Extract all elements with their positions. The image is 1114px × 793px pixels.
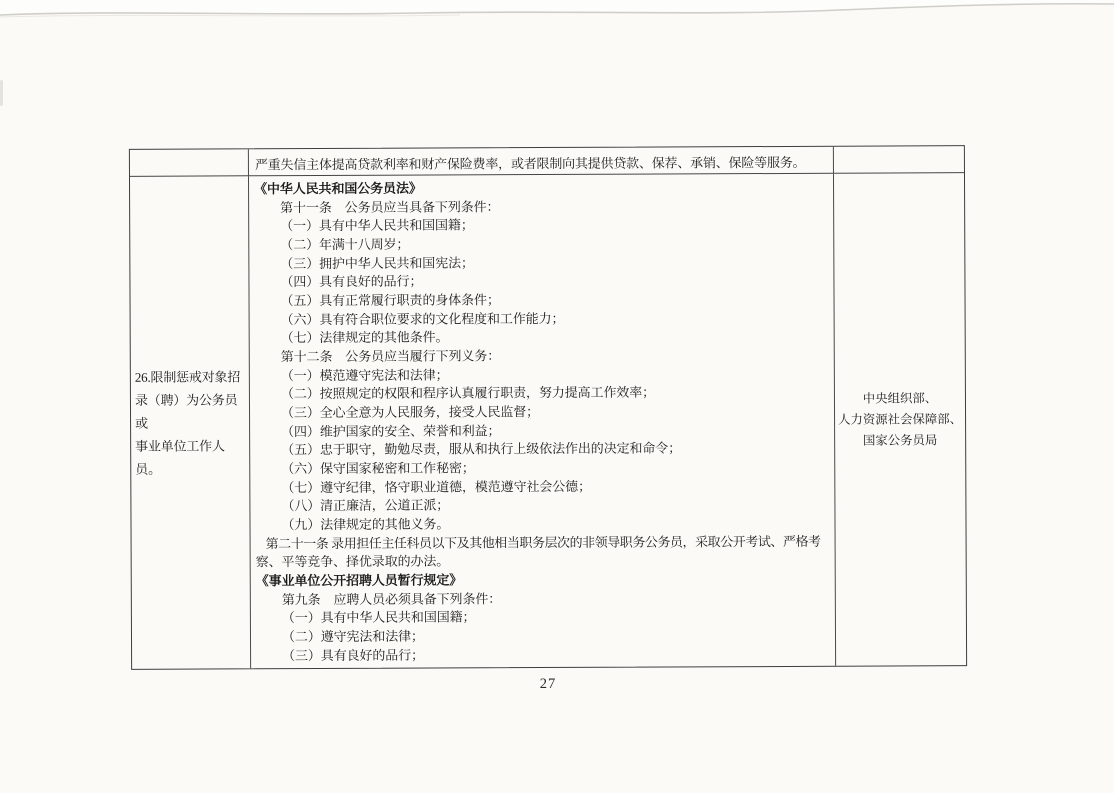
legal-text-line: （二）年满十八周岁； (280, 236, 410, 253)
carryover-legal-basis-text: 严重失信主体提高贷款利率和财产保险费率，或者限制向其提供贷款、保荐、承销、保险等服务。 (254, 154, 806, 173)
legal-text-line: 《中华人民共和国公务员法》 (254, 180, 422, 197)
legal-text-line: （七）遵守纪律，恪守职业道德，模范遵守社会公德； (281, 478, 591, 495)
legal-text-line: （三）拥护中华人民共和国宪法； (280, 255, 474, 271)
legal-text-line: （三）具有良好的品行； (282, 647, 425, 663)
carryover-legal-basis-cell (249, 147, 834, 177)
legal-text-line: （四）维护国家的安全、荣誉和利益； (281, 422, 501, 439)
legal-text-line: （二）遵守宪法和法律； (281, 628, 424, 645)
legal-text-line: 第二十一条 录用担任主任科员以下及其他相当职务层次的非领导职务公务员，采取公开考试、严格考 (265, 533, 821, 551)
measure-cell (130, 176, 251, 669)
legal-text-line: （五）具有正常履行职责的身体条件； (280, 292, 500, 309)
legal-text-line: 第九条 应聘人员必须具备下列条件： (281, 590, 502, 607)
legal-text-line: 第十一条 公务员应当具备下列条件： (280, 198, 500, 215)
legal-text-line: （一）模范遵守宪法和法律； (280, 367, 449, 383)
measure-text: 26.限制惩戒对象招 录（聘）为公务员或 事业单位工作人员。 (134, 368, 241, 477)
legal-text-line: （六）具有符合职位要求的文化程度和工作能力； (280, 310, 565, 327)
legal-text-line: （三）全心全意为人民服务，接受人民监督； (280, 404, 540, 421)
legal-text-line: （一）具有中华人民共和国国籍； (281, 609, 476, 626)
legal-text-line: （一）具有中华人民共和国国籍； (280, 217, 474, 234)
legal-text-line: （九）法律规定的其他义务。 (281, 516, 450, 533)
legal-text-line: （七）法律规定的其他条件。 (280, 329, 449, 346)
legal-text-line: 《事业单位公开招聘人员暂行规定》 (255, 572, 463, 589)
authority-text: 中央组织部、 人力资源社会保障部、 国家公务员局 (838, 390, 963, 448)
carryover-measure-cell-empty (130, 149, 249, 177)
legal-text-line: 察、平等竞争、择优录取的办法。 (255, 553, 450, 570)
legal-text-line: 第十二条 公务员应当履行下列义务： (280, 348, 501, 365)
legal-text-line: （四）具有良好的品行； (280, 273, 423, 290)
legal-text-line: （五）忠于职守，勤勉尽责，服从和执行上级依法作出的决定和命令； (281, 440, 682, 458)
legal-basis-text (254, 178, 831, 666)
scan-smudge-artifact (0, 80, 3, 106)
legal-text-line: （二）按照规定的权限和程序认真履行职责，努力提高工作效率； (280, 384, 656, 402)
authority-cell (834, 173, 966, 666)
legal-basis-cell (249, 174, 836, 669)
page-number: 27 (539, 676, 557, 692)
paper-edge-artifact (0, 0, 1114, 26)
carryover-authority-cell-empty (834, 146, 964, 174)
legal-text-line: （六）保守国家秘密和工作秘密； (281, 460, 475, 477)
penalty-measures-table (129, 145, 967, 670)
legal-text-line: （八）清正廉洁，公道正派； (281, 497, 450, 514)
